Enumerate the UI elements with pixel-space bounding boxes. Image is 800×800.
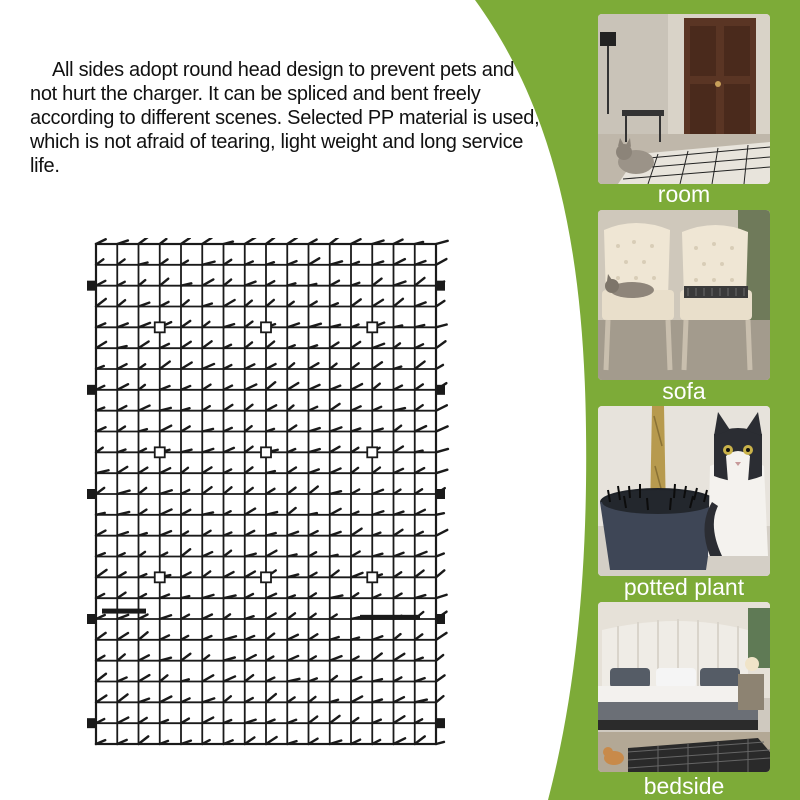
spike-mat-image [82, 238, 450, 750]
scene-label-potted-plant: potted plant [623, 574, 745, 600]
scene-photo-sofa [598, 210, 770, 380]
scene-photo-bedside [598, 602, 770, 772]
scene-label-sofa: sofa [662, 378, 706, 404]
product-description: All sides adopt round head design to prevent pets and not hurt the charger. It can be spliced and bent freely according to different scenes. Selected PP material is used, which is not afraid of tearing, light weight and long service life. [30, 59, 540, 177]
room-door-rug-icon [598, 14, 770, 184]
scene-label-room: room [657, 181, 711, 207]
scene-photo-potted-plant [598, 406, 770, 576]
cat-beside-plant-pot-icon [598, 406, 770, 576]
armchairs-with-cat-icon [598, 210, 770, 380]
scene-photo-room [598, 14, 770, 184]
bedroom-with-mat-icon [598, 602, 770, 772]
scene-label-bedside: bedside [643, 773, 725, 799]
